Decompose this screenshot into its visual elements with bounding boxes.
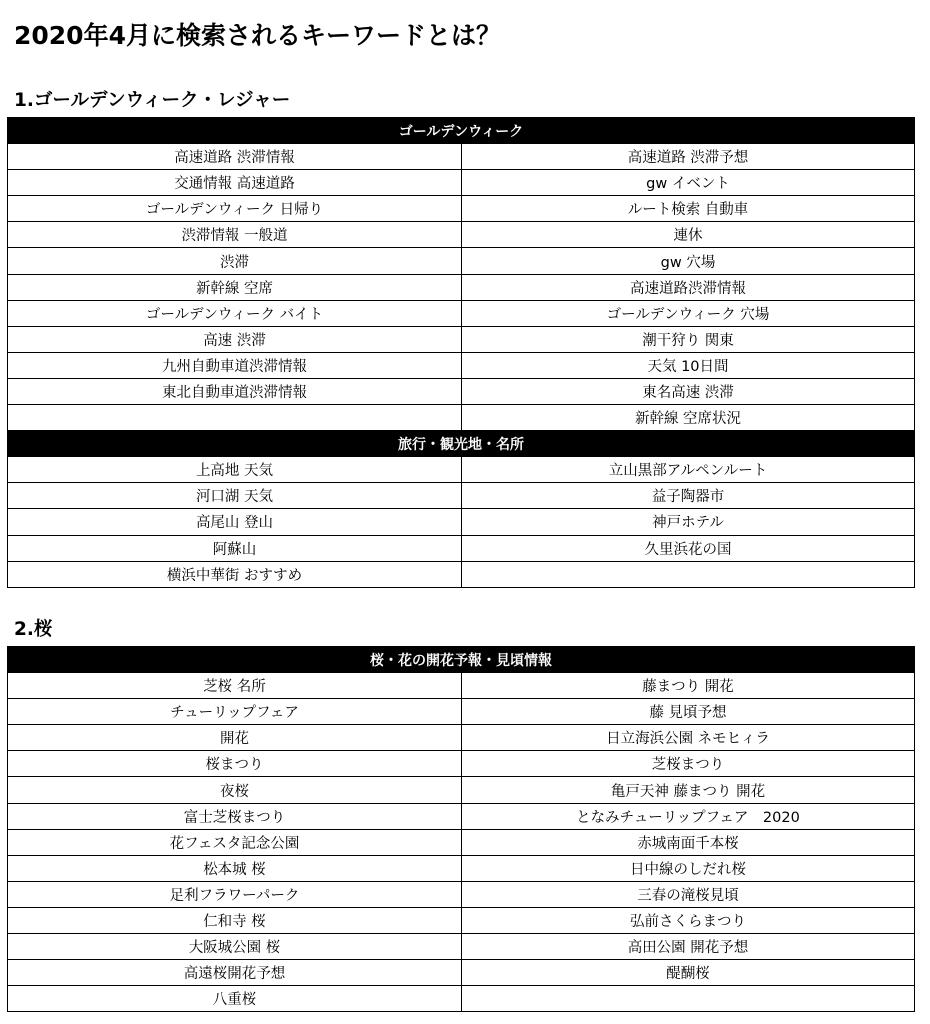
keyword-cell: 高田公園 開花予想 (462, 934, 915, 960)
table-row (8, 326, 915, 352)
table-row (8, 170, 915, 196)
keyword-cell: 八重桜 (8, 986, 462, 1012)
table-row (8, 378, 915, 404)
section-heading-golden-week: 1.ゴールデンウィーク・レジャー (14, 90, 291, 111)
keyword-cell: 足利フラワーパーク (8, 881, 462, 907)
keyword-cell (462, 986, 915, 1012)
group-header-row (8, 431, 915, 457)
table-row (8, 907, 915, 933)
keyword-table-sakura (7, 646, 915, 1012)
keyword-cell: 高速道路 渋滞予想 (462, 144, 915, 170)
keyword-table-golden-week (7, 117, 915, 588)
table-row (8, 300, 915, 326)
keyword-cell: 神戸ホテル (462, 509, 915, 535)
keyword-cell: 東北自動車道渋滞情報 (8, 378, 462, 404)
keyword-cell: 大阪城公園 桜 (8, 934, 462, 960)
keyword-cell: 河口湖 天気 (8, 483, 462, 509)
keyword-cell: 渋滞情報 一般道 (8, 222, 462, 248)
table-row (8, 855, 915, 881)
group-header-row (8, 118, 915, 144)
table-row (8, 934, 915, 960)
group-header: ゴールデンウィーク (8, 118, 915, 144)
table-row (8, 725, 915, 751)
keyword-cell: 開花 (8, 725, 462, 751)
table-row (8, 405, 915, 431)
table-row (8, 196, 915, 222)
table-row (8, 881, 915, 907)
keyword-cell: 連休 (462, 222, 915, 248)
keyword-cell: 仁和寺 桜 (8, 907, 462, 933)
keyword-cell: 阿蘇山 (8, 535, 462, 561)
table-row (8, 986, 915, 1012)
table-row (8, 274, 915, 300)
table-row (8, 829, 915, 855)
keyword-cell: 日中線のしだれ桜 (462, 855, 915, 881)
table-row (8, 483, 915, 509)
keyword-cell: となみチューリップフェア 2020 (462, 803, 915, 829)
keyword-cell: 亀戸天神 藤まつり 開花 (462, 777, 915, 803)
keyword-cell: 潮干狩り 関東 (462, 326, 915, 352)
table-row (8, 352, 915, 378)
keyword-cell: 芝桜まつり (462, 751, 915, 777)
group-header-row (8, 647, 915, 673)
keyword-cell: チューリップフェア (8, 699, 462, 725)
keyword-cell: gw イベント (462, 170, 915, 196)
table-row (8, 144, 915, 170)
keyword-cell: 久里浜花の国 (462, 535, 915, 561)
keyword-cell: 赤城南面千本桜 (462, 829, 915, 855)
keyword-cell: 横浜中華街 おすすめ (8, 561, 462, 587)
keyword-cell: 東名高速 渋滞 (462, 378, 915, 404)
keyword-cell: ゴールデンウィーク 日帰り (8, 196, 462, 222)
keyword-cell: 高速 渋滞 (8, 326, 462, 352)
keyword-cell: 交通情報 高速道路 (8, 170, 462, 196)
table-row (8, 673, 915, 699)
keyword-cell: 芝桜 名所 (8, 673, 462, 699)
section-heading-sakura: 2.桜 (14, 619, 53, 640)
keyword-cell: 藤 見頃予想 (462, 699, 915, 725)
keyword-cell: 高遠桜開花予想 (8, 960, 462, 986)
keyword-cell: 弘前さくらまつり (462, 907, 915, 933)
table-row (8, 457, 915, 483)
page-title: 2020年4月に検索されるキーワードとは？ (14, 21, 501, 50)
group-header: 旅行・観光地・名所 (8, 431, 915, 457)
keyword-cell: 醍醐桜 (462, 960, 915, 986)
table-row (8, 960, 915, 986)
keyword-cell: 渋滞 (8, 248, 462, 274)
keyword-cell: 天気 10日間 (462, 352, 915, 378)
table-row (8, 222, 915, 248)
keyword-cell: 立山黒部アルペンルート (462, 457, 915, 483)
table-row (8, 803, 915, 829)
keyword-cell: 高速道路渋滞情報 (462, 274, 915, 300)
keyword-cell: 益子陶器市 (462, 483, 915, 509)
keyword-cell: 富士芝桜まつり (8, 803, 462, 829)
keyword-cell: ゴールデンウィーク 穴場 (462, 300, 915, 326)
keyword-cell: 夜桜 (8, 777, 462, 803)
table-row (8, 699, 915, 725)
table-row (8, 777, 915, 803)
keyword-cell: 上高地 天気 (8, 457, 462, 483)
keyword-cell: 新幹線 空席 (8, 274, 462, 300)
keyword-cell (8, 405, 462, 431)
keyword-cell: 花フェスタ記念公園 (8, 829, 462, 855)
keyword-cell: 新幹線 空席状況 (462, 405, 915, 431)
table-row (8, 751, 915, 777)
keyword-cell: 桜まつり (8, 751, 462, 777)
keyword-cell: 九州自動車道渋滞情報 (8, 352, 462, 378)
table-row (8, 561, 915, 587)
keyword-cell: 高速道路 渋滞情報 (8, 144, 462, 170)
keyword-cell: 松本城 桜 (8, 855, 462, 881)
keyword-cell: ルート検索 自動車 (462, 196, 915, 222)
table-row (8, 535, 915, 561)
keyword-cell: ゴールデンウィーク バイト (8, 300, 462, 326)
keyword-cell: 日立海浜公園 ネモヒィラ (462, 725, 915, 751)
group-header: 桜・花の開花予報・見頃情報 (8, 647, 915, 673)
keyword-cell: 藤まつり 開花 (462, 673, 915, 699)
table-row (8, 248, 915, 274)
keyword-cell: 高尾山 登山 (8, 509, 462, 535)
keyword-cell: gw 穴場 (462, 248, 915, 274)
keyword-cell (462, 561, 915, 587)
table-row (8, 509, 915, 535)
keyword-cell: 三春の滝桜見頃 (462, 881, 915, 907)
